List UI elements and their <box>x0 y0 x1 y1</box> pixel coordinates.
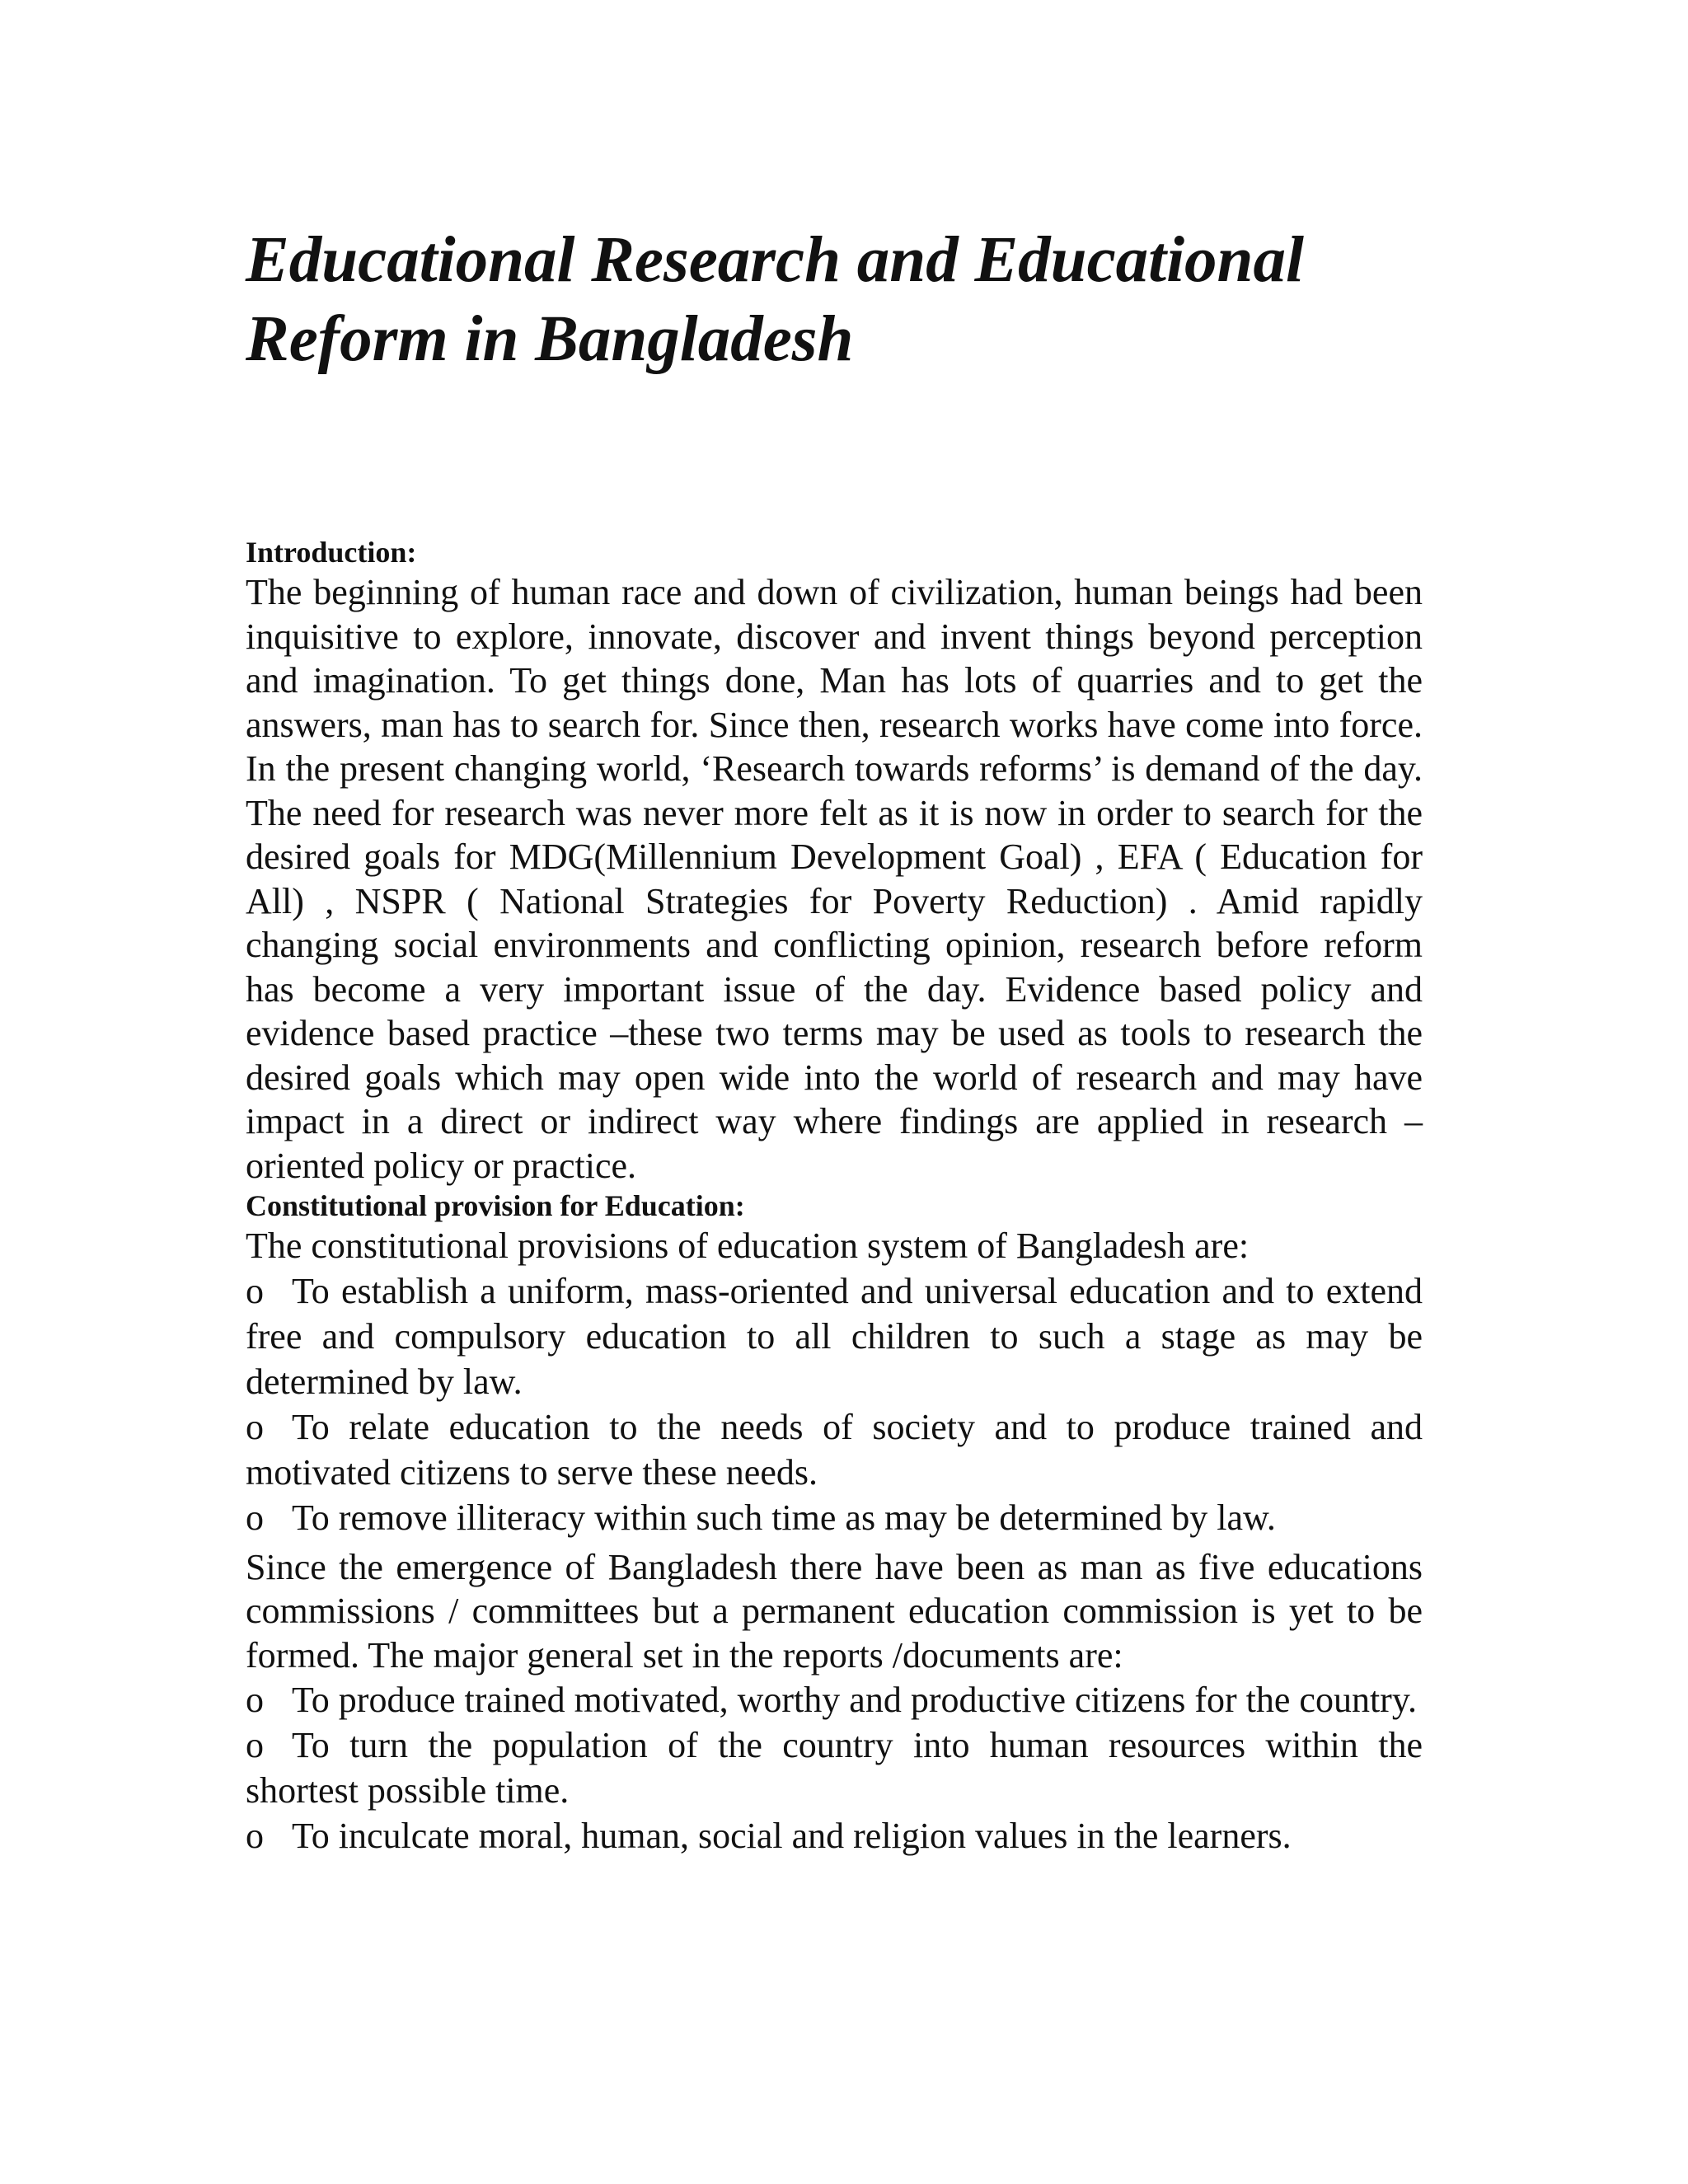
document-title: Educational Research and Educational Reform in Bangladesh <box>246 224 1304 375</box>
list-item <box>246 1404 1423 1495</box>
introduction-paragraph: The beginning of human race and down of civilization, human beings had been inquisitive to explore, innovate, discover and invent things beyond perception and imagination. To get things done, Man has lots of quarries and to get the answers, man has to search for. Since then, research works have come into force. In the present changing world, ‘Research towards reforms’ is demand of the day. The need for research was never more felt as it is now in order to search for the desired goals for MDG(Millennium Development Goal) , EFA ( Education for All) , NSPR ( National Strategies for Poverty Reduction) . Amid rapidly changing social environments and conflicting opinion, research before reform has become a very important issue of the day. Evidence based policy and evidence based practice –these two terms may be used as tools to research the desired goals which may open wide into the world of research and may have impact in a direct or indirect way where findings are applied in research –oriented policy or practice. <box>246 572 1423 1186</box>
list-item <box>246 1677 1423 1722</box>
constitutional-heading: Constitutional provision for Education: <box>246 1189 745 1222</box>
bullet-marker: o <box>246 1497 264 1538</box>
list-item-text: To relate education to the needs of society and to produce trained and motivated citizens to serve these needs. <box>246 1406 1423 1493</box>
list-item <box>246 1268 1423 1404</box>
list-item-text: To inculcate moral, human, social and religion values in the learners. <box>292 1816 1292 1856</box>
introduction-heading: Introduction: <box>246 536 417 569</box>
list-item-text: To establish a uniform, mass-oriented and universal education and to extend free and compulsory education to all children to such a stage as may be determined by law. <box>246 1270 1423 1402</box>
commissions-paragraph: Since the emergence of Bangladesh there have been as man as five educations commissions / committees but a permanent education commission is yet to be formed. The major general set in the reports /documents are: <box>246 1546 1423 1675</box>
list-item-text: To produce trained motivated, worthy and productive citizens for the country. <box>292 1680 1417 1720</box>
list-item <box>246 1813 1423 1858</box>
constitutional-lead: The constitutional provisions of education system of Bangladesh are: <box>246 1226 1250 1266</box>
bullet-marker: o <box>246 1816 264 1856</box>
bullet-marker: o <box>246 1725 264 1765</box>
list-item <box>246 1495 1423 1540</box>
bullet-marker: o <box>246 1406 264 1447</box>
constitutional-bullet-list <box>246 1268 1423 1540</box>
document-page <box>246 221 1423 1858</box>
list-item <box>246 1722 1423 1813</box>
list-item-text: To turn the population of the country into human resources within the shortest possible time. <box>246 1725 1423 1811</box>
list-item-text: To remove illiteracy within such time as may be determined by law. <box>292 1497 1276 1538</box>
goals-bullet-list <box>246 1677 1423 1858</box>
bullet-marker: o <box>246 1270 264 1311</box>
bullet-marker: o <box>246 1680 264 1720</box>
